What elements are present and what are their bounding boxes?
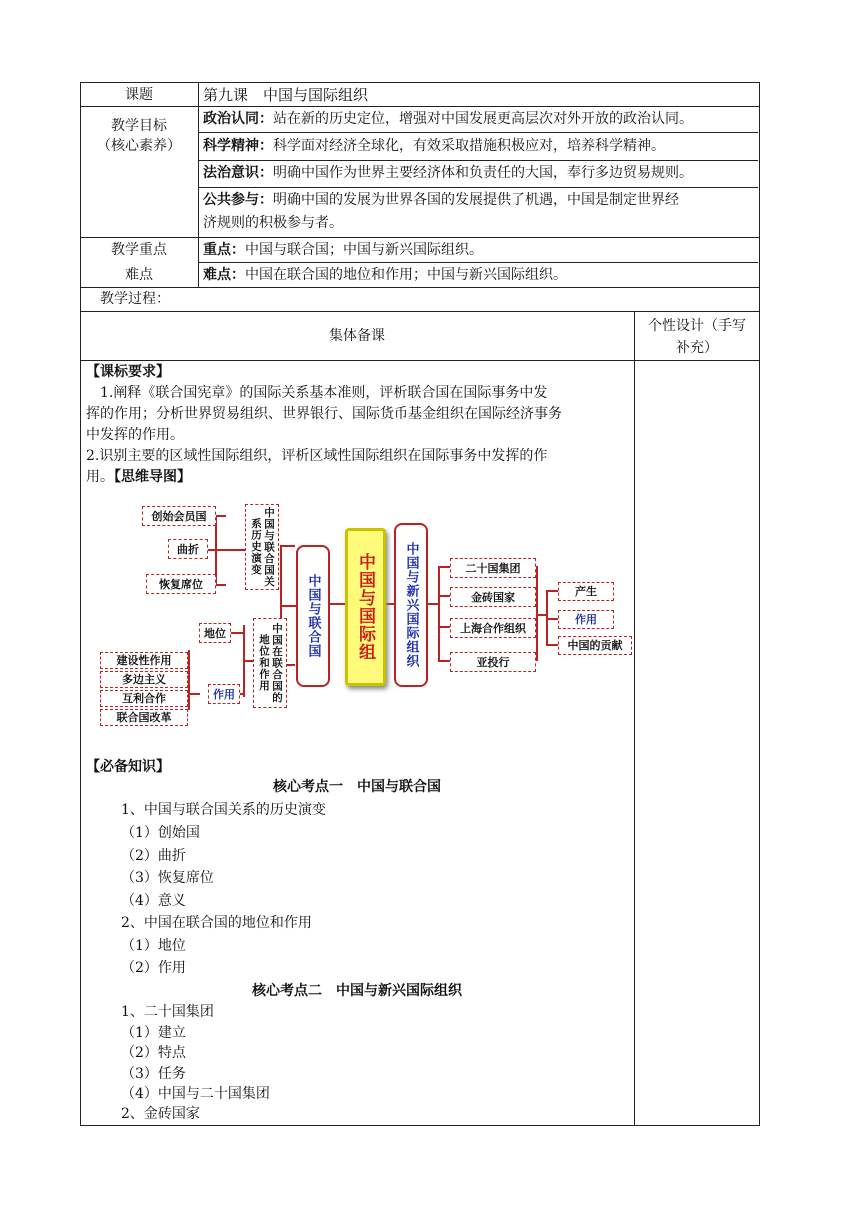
standards-p2-line1: 2.识别主要的区域性国际组织，评析区域性国际组织在国际事务中发挥的作: [86, 448, 548, 464]
connector: [328, 603, 345, 605]
connector: [546, 644, 558, 646]
outcome-origin: 产生: [558, 582, 614, 601]
table-rule: [198, 262, 758, 263]
point1-section1: 1、中国与联合国关系的历史演变: [121, 802, 326, 818]
standards-p2-line2: 用。【思维导图】: [86, 469, 191, 485]
connector: [280, 545, 295, 547]
role-label: 作用: [208, 684, 240, 704]
goal-law: 法治意识：明确中国作为世界主要经济体和负责任的大国，奉行多边贸易规则。: [203, 165, 693, 181]
point1-item: （1）地位: [121, 938, 186, 954]
table-border-bottom: [80, 1125, 760, 1126]
org-brics: 金砖国家: [450, 587, 536, 607]
connector: [188, 650, 190, 710]
point2-item: （2）特点: [121, 1045, 186, 1061]
standards-p1-line1: 1.阐释《联合国宪章》的国际关系基本准则，评析联合国在国际事务中发: [86, 385, 548, 401]
connector: [188, 693, 200, 695]
point1-item: （2）曲折: [121, 848, 186, 864]
table-border-left: [80, 82, 81, 1126]
scroll-china-new-orgs: 中国与新兴国际组织: [394, 523, 428, 687]
standards-heading: 【课标要求】: [86, 364, 170, 380]
focus-label-line2: 难点: [125, 267, 153, 283]
connector: [438, 566, 440, 661]
goal-label-line2: （核心素养）: [97, 138, 181, 154]
collective-column-header: 集体备课: [329, 328, 385, 344]
standards-p1-line3: 中发挥的作用。: [86, 427, 184, 443]
point2-section2: 2、金砖国家: [121, 1106, 200, 1122]
role-item-un-reform: 联合国改革: [100, 709, 188, 726]
mind-map: [98, 490, 638, 735]
connector: [546, 618, 558, 620]
role-item-cooperation: 互利合作: [100, 690, 188, 707]
focus-key-points: 重点：中国与联合国；中国与新兴国际组织。: [203, 242, 483, 258]
point1-item: （1）创始国: [121, 825, 200, 841]
focus-difficulties: 难点：中国在联合国的地位和作用；中国与新兴国际组织。: [203, 267, 567, 283]
connector: [546, 590, 558, 592]
point1-item: （4）意义: [121, 893, 186, 909]
table-rule: [80, 237, 760, 238]
knowledge-heading: 【必备知识】: [86, 759, 170, 775]
table-border-right: [759, 82, 760, 1126]
connector: [216, 584, 226, 586]
history-item-restore-seat: 恢复席位: [146, 574, 216, 594]
scroll-china-un: 中国与联合国: [296, 545, 330, 687]
goal-participation: 公共参与：明确中国的发展为世界各国的发展提供了机遇，中国是制定世界经: [203, 192, 679, 208]
focus-label-line1: 教学重点: [111, 242, 167, 258]
point2-item: （4）中国与二十国集团: [121, 1086, 270, 1102]
history-box: 中国与联合国关系历史演变: [245, 504, 279, 590]
process-label: 教学过程：: [100, 291, 170, 307]
table-rule: [80, 311, 760, 312]
org-g20: 二十国集团: [450, 558, 536, 578]
connector: [230, 632, 244, 634]
mindmap-heading: 【思维导图】: [114, 469, 191, 485]
connector: [438, 660, 450, 662]
role-item-constructive: 建设性作用: [100, 652, 188, 669]
table-rule: [198, 132, 758, 133]
status-box: 中国在联合国的地位和作用: [253, 618, 287, 708]
outcome-role: 作用: [558, 610, 614, 629]
table-rule: [198, 160, 758, 161]
history-item-twists: 曲折: [168, 539, 208, 559]
topic-value: 第九课 中国与国际组织: [203, 86, 369, 104]
connector: [243, 660, 253, 662]
org-aiib: 亚投行: [450, 652, 536, 672]
table-rule: [80, 106, 760, 107]
table-rule: [80, 360, 760, 361]
core-point-1-title: 核心考点一 中国与联合国: [273, 779, 441, 795]
point1-item: （2）作用: [121, 960, 186, 976]
center-title: 中国与国际组: [345, 528, 386, 686]
connector: [438, 566, 450, 568]
history-item-founding-member: 创始会员国: [142, 506, 216, 526]
connector: [428, 603, 438, 605]
topic-label: 课题: [125, 87, 153, 103]
status-label: 地位: [199, 623, 231, 643]
connector: [215, 549, 245, 551]
role-item-multilateralism: 多边主义: [100, 671, 188, 688]
outcome-contribution: 中国的贡献: [558, 636, 632, 655]
goal-label-line1: 教学目标: [111, 118, 167, 134]
standards-p1-line2: 挥的作用；分析世界贸易组织、世界银行、国际货币基金组织在国际经济事务: [86, 406, 562, 422]
connector: [208, 549, 216, 551]
table-border-top: [80, 82, 760, 83]
goal-science: 科学精神：科学面对经济全球化，有效采取措施积极应对，培养科学精神。: [203, 138, 665, 154]
goal-political: 政治认同：站在新的历史定位，增强对中国发展更高层次对外开放的政治认同。: [203, 111, 693, 127]
point2-item: （1）建立: [121, 1025, 186, 1041]
point2-item: （3）任务: [121, 1066, 186, 1082]
table-rule: [198, 82, 199, 288]
connector: [546, 590, 548, 644]
org-sco: 上海合作组织: [450, 618, 536, 638]
point1-section2: 2、中国在联合国的地位和作用: [121, 915, 312, 931]
connector: [438, 626, 450, 628]
table-rule: [198, 187, 758, 188]
core-point-2-title: 核心考点二 中国与新兴国际组织: [252, 983, 462, 999]
point1-item: （3）恢复席位: [121, 870, 214, 886]
connector: [438, 595, 450, 597]
connector: [536, 614, 546, 616]
goal-participation-cont: 济规则的积极参与者。: [203, 215, 343, 231]
point2-section1: 1、二十国集团: [121, 1004, 214, 1020]
table-rule: [80, 287, 760, 288]
connector: [216, 515, 226, 517]
personal-column-header-line1: 个性设计（手写: [648, 318, 746, 334]
personal-column-header-line2: 补充）: [676, 340, 718, 356]
